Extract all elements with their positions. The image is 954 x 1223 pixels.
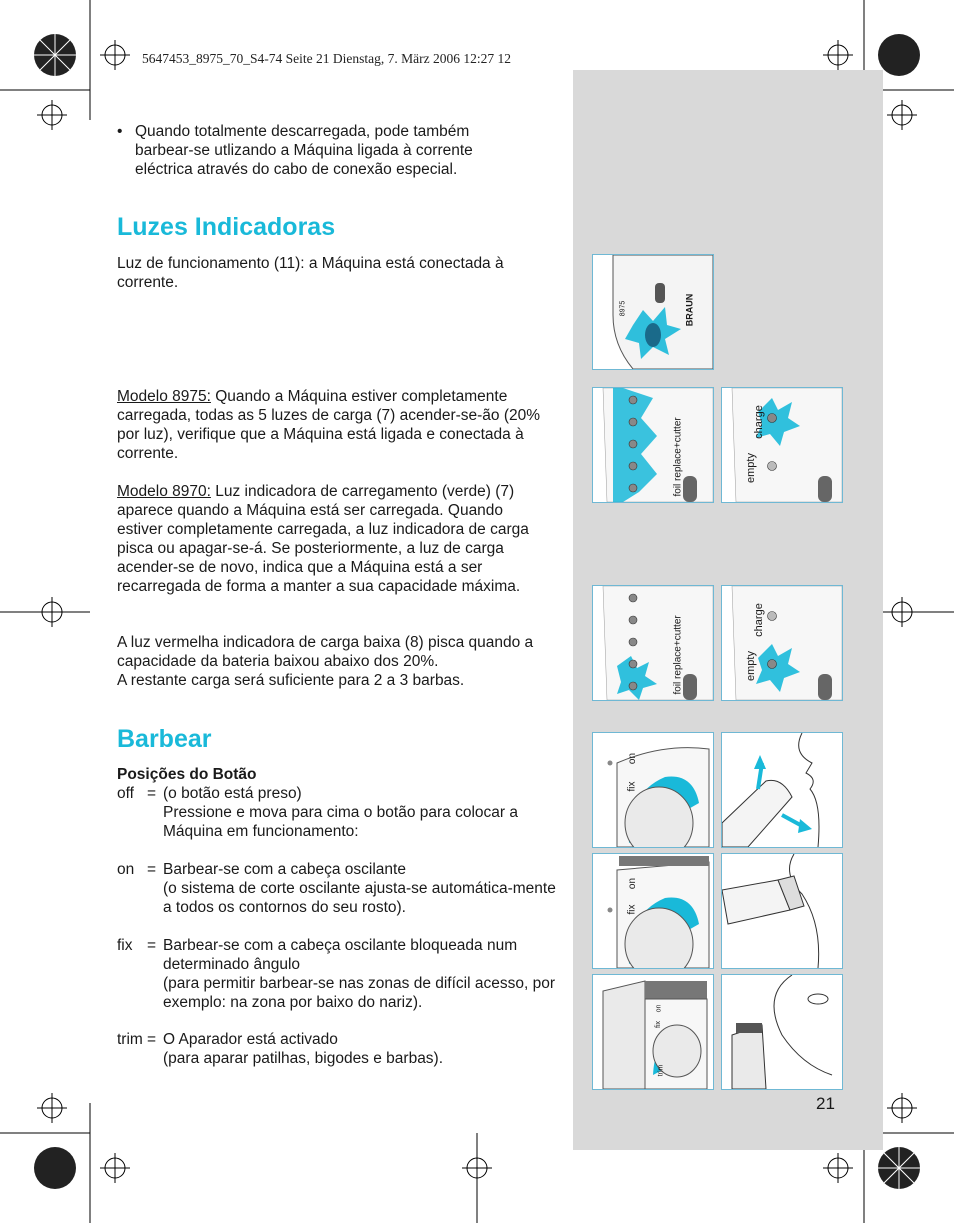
figure-low-charge-light bbox=[721, 585, 843, 701]
text-modelo-8970: Luz indicadora de carregamento (verde) (7) aparece quando a Máquina está ser carregada. Quando estiver completamente carregada, a luz indicadora de carga pisca ou apagar-se-á. Se posteriormente, a luz de carga acender-se de novo, indica que a Máquina está a ser recarregada de forma a manter a sua capacidade máxima. bbox=[117, 483, 529, 595]
switch-desc: (para aparar patilhas, bigodes e barbas). bbox=[163, 1050, 444, 1067]
model-number: 8975 bbox=[619, 300, 627, 317]
intro-bullet-text: Quando totalmente descarregada, pode também barbear-se utlizando a Máquina ligada à corrente eléctrica através do cabo de conexão especial. bbox=[135, 123, 473, 178]
trim-label: trim bbox=[657, 1064, 665, 1077]
text-modelo-8975: Quando a Máquina estiver completamente carregada, todas as 5 luzes de carga (7) acender-se-ão (20% por luz), verifique que a Máquina está ligada e conectada à corrente. bbox=[117, 388, 541, 462]
figure-power-light bbox=[592, 254, 714, 370]
shaver-power-illustration bbox=[593, 255, 713, 369]
charge-label: charge bbox=[752, 405, 765, 439]
label-modelo-8970: Modelo 8970: bbox=[117, 483, 211, 500]
switch-key: fix bbox=[117, 937, 133, 954]
figure-charge-lights-8975-low bbox=[592, 585, 714, 701]
switch-key: trim bbox=[117, 1031, 143, 1048]
page-number: 21 bbox=[816, 1094, 835, 1113]
switch-desc: Barbear-se com a cabeça oscilante bbox=[163, 861, 406, 878]
switch-eq: = bbox=[147, 937, 157, 954]
switch-desc: O Aparador está activado bbox=[163, 1031, 338, 1048]
switch-eq: = bbox=[147, 1031, 157, 1048]
foil-label: foil replace+cutter bbox=[672, 417, 684, 497]
heading-barbear: Barbear bbox=[117, 725, 212, 753]
paragraph-modelo-8975 bbox=[117, 387, 547, 463]
heading-luzes-indicadoras: Luzes Indicadoras bbox=[117, 213, 336, 241]
fix-label: fix bbox=[626, 904, 638, 915]
low-charge-line1: A luz vermelha indicadora de carga baixa (8) pisca quando a capacidade da bateria baixou abaixo dos 20%. bbox=[117, 634, 534, 670]
figure-switch-trim bbox=[592, 974, 714, 1090]
figure-switch-fix bbox=[592, 853, 714, 969]
figure-trimming-sideburn bbox=[721, 974, 843, 1090]
fix-label: fix bbox=[655, 1021, 662, 1028]
label-modelo-8975: Modelo 8975: bbox=[117, 388, 211, 405]
on-label: on bbox=[655, 1004, 663, 1013]
switch-eq: = bbox=[147, 861, 157, 878]
switch-key: on bbox=[117, 861, 135, 878]
paragraph-modelo-8970 bbox=[117, 482, 549, 596]
brand-logo: BRAUN bbox=[684, 293, 695, 327]
charge-label: charge bbox=[752, 603, 765, 637]
switch-desc: (o sistema de corte oscilante ajusta-se automática-mente a todos os contornos do seu rosto). bbox=[163, 880, 556, 916]
paragraph-low-charge bbox=[117, 633, 547, 690]
figure-shaving-neck bbox=[721, 853, 843, 969]
switch-key: off bbox=[117, 785, 134, 802]
figure-shaving-chin bbox=[721, 732, 843, 848]
switch-desc: Pressione e mova para cima o botão para colocar a Máquina em funcionamento: bbox=[163, 804, 518, 840]
foil-label: foil replace+cutter bbox=[672, 615, 684, 695]
on-label: on bbox=[627, 752, 639, 765]
figure-charge-light-8970 bbox=[721, 387, 843, 503]
figure-switch-on bbox=[592, 732, 714, 848]
figure-charge-lights-8975-full bbox=[592, 387, 714, 503]
empty-label: empty bbox=[744, 453, 757, 483]
empty-label: empty bbox=[744, 651, 757, 681]
intro-bullet-marker: • bbox=[117, 123, 123, 140]
paragraph-power-light: Luz de funcionamento (11): a Máquina está conectada à corrente. bbox=[117, 255, 504, 291]
fix-label: fix bbox=[626, 781, 638, 792]
print-header: 5647453_8975_70_S4-74 Seite 21 Dienstag, 7. März 2006 12:27 12 bbox=[142, 51, 511, 66]
on-label: on bbox=[627, 877, 639, 890]
switch-desc: Barbear-se com a cabeça oscilante bloqueada num determinado ângulo bbox=[163, 937, 518, 973]
switch-eq: = bbox=[147, 785, 157, 802]
switch-desc: (para permitir barbear-se nas zonas de difícil acesso, por exemplo: na zona por baixo do nariz). bbox=[163, 975, 555, 1011]
low-charge-line2: A restante carga será suficiente para 2 a 3 barbas. bbox=[117, 672, 465, 689]
switch-desc: (o botão está preso) bbox=[163, 785, 302, 802]
subheading-posicoes: Posições do Botão bbox=[117, 766, 257, 783]
